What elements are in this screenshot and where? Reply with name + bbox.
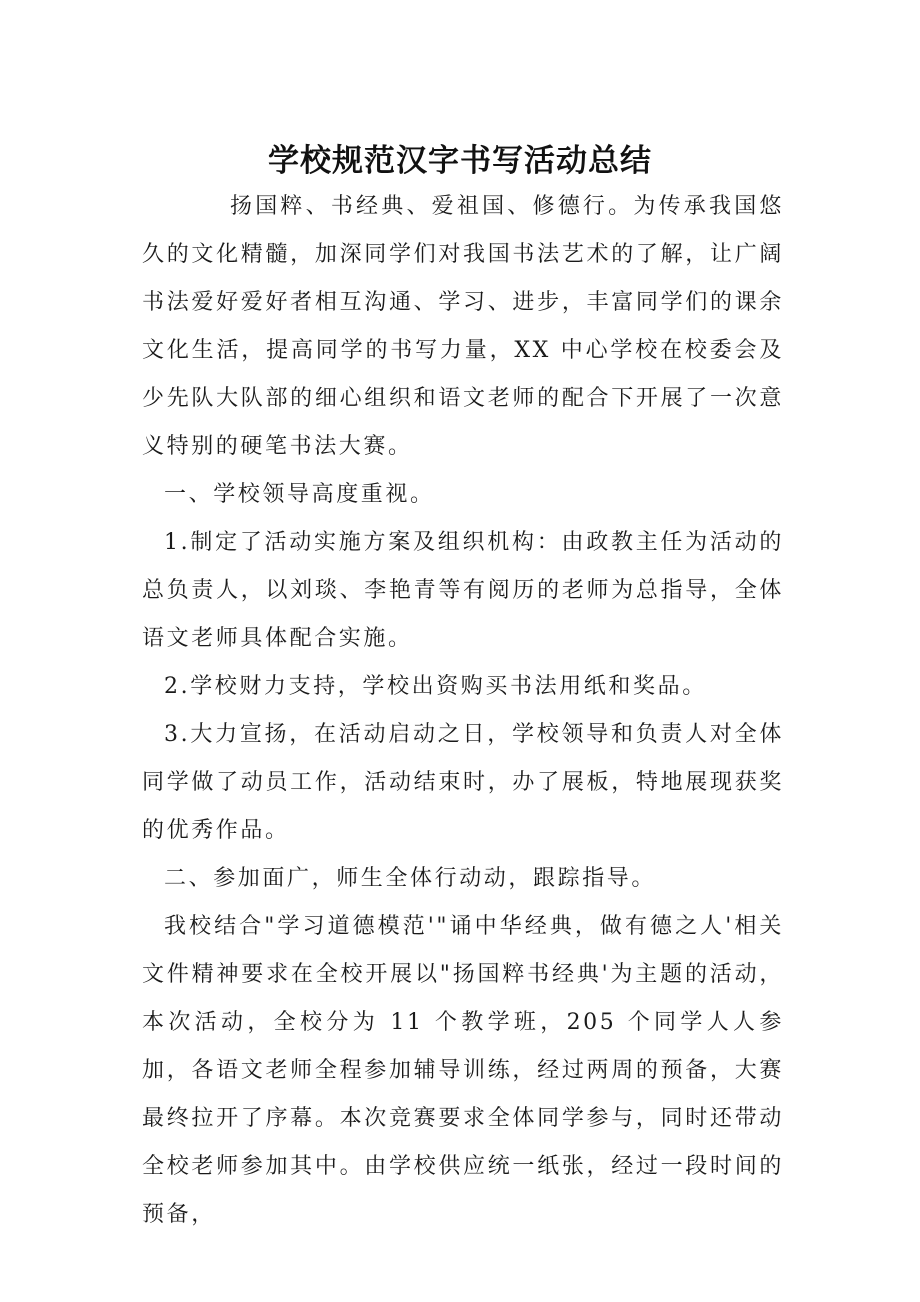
section-heading-2: 二、参加面广，师生全体行动动，跟踪指导。	[164, 866, 657, 891]
body-paragraph: 我校结合"学习道德模范'"诵中华经典，做有德之人'相关文件精神要求在全校开展以"扬国粹书经典'为主题的活动，本次活动，全校分为 11 个教学班，205 个同学人人参加，各语文老师全程参加辅导训练，经过两周的预备，大赛最终拉开了序幕。本次竞赛要求全体同学参与，同时还带动全校老师参加其中。由学校供应统一纸张，经过一段时间的预备，	[142, 914, 784, 1227]
section-heading-1: 一、学校领导高度重视。	[164, 482, 435, 507]
document-body	[142, 183, 784, 1239]
list-item-2: 2.学校财力支持，学校出资购买书法用纸和奖品。	[164, 674, 707, 699]
document-title: 学校规范汉字书写活动总结	[268, 142, 652, 179]
intro-paragraph: 扬国粹、书经典、爱祖国、修德行。为传承我国悠久的文化精髓，加深同学们对我国书法艺术的了解，让广阔书法爱好爱好者相互沟通、学习、进步，丰富同学们的课余文化生活，提高同学的书写力量，XX 中心学校在校委会及少先队大队部的细心组织和语文老师的配合下开展了一次意义特别的硬笔书法大赛。	[142, 194, 784, 459]
list-item-1: 1.制定了活动实施方案及组织机构：由政教主任为活动的总负责人，以刘琰、李艳青等有阅历的老师为总指导，全体语文老师具体配合实施。	[142, 530, 784, 651]
list-item-3: 3.大力宣扬，在活动启动之日，学校领导和负责人对全体同学做了动员工作，活动结束时，办了展板，特地展现获奖的优秀作品。	[142, 722, 784, 843]
